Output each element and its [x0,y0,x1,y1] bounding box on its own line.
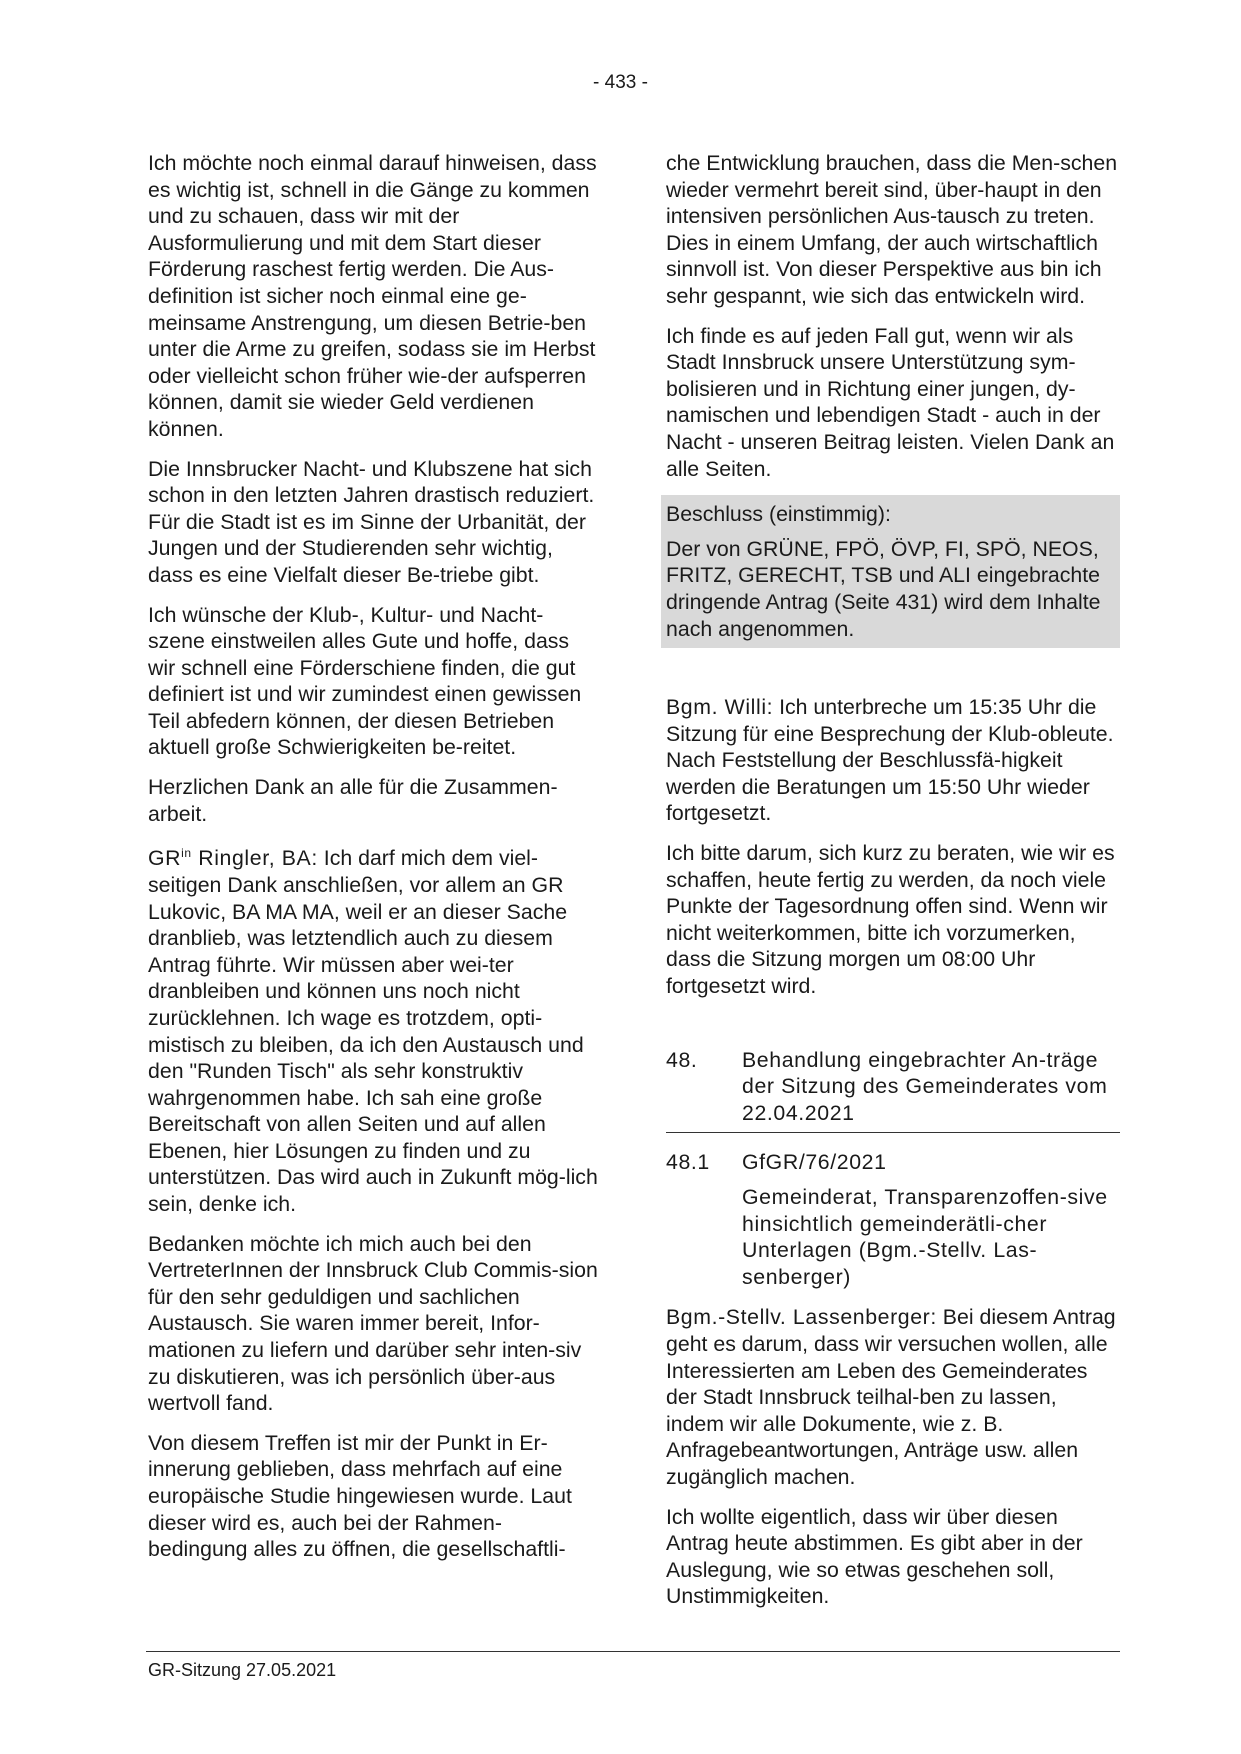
paragraph: Ich finde es auf jeden Fall gut, wenn wir als Stadt Innsbruck unsere Unterstützung sym-bolisieren und in Richtung einer jungen, dy-namischen und lebendigen Stadt - auch in der Nacht - unseren Beitrag leisten. Vielen Dank an alle Seiten. [666,323,1115,481]
paragraph: Ich wollte eigentlich, dass wir über diesen Antrag heute abstimmen. Es gibt aber in der Auslegung, wie so etwas geschehen soll, Unstimmigkeiten. [666,1504,1083,1609]
speech-text: Bei diesem Antrag geht es darum, dass wir versuchen wollen, alle Interessierten am Leben des Gemeinderates der Stadt Innsbruck teilhal-ben zu lassen, indem wir alle Dokumente, wie z. B. Anfragebeantwortungen, Anträge usw. allen zugänglich machen. [666,1305,1116,1489]
speaker-name: Bgm.-Stellv. Lassenberger: [666,1305,937,1330]
paragraph: Die Innsbrucker Nacht- und Klubszene hat sich schon in den letzten Jahren drastisch reduziert. Für die Stadt ist es im Sinne der Urbanität, der Jungen und der Studierenden sehr wichtig, dass es eine Vielfalt dieser Be-triebe gibt. [148,456,595,587]
speech-paragraph [148,840,600,1217]
agenda-sub-title: Gemeinderat, Transparenzoffen-sive hinsichtlich gemeinderätli-cher Unterlagen (Bgm.-Stellv. Las-senberger) [742,1185,1108,1289]
paragraph: Von diesem Treffen ist mir der Punkt in Er-innerung geblieben, dass mehrfach auf eine europäische Studie hingewiesen wurde. Laut dieser wird es, auch bei der Rahmen-bedingung alles zu öffnen, die gesellschaftli- [148,1430,572,1562]
agenda-item [666,1047,1120,1134]
speaker-name: Bgm. Willi: [666,695,774,720]
right-column [666,150,1120,1623]
decision-box [661,495,1120,648]
agenda-number: 48. [666,1047,698,1072]
speech-paragraph [666,1304,1120,1490]
footer-text: GR-Sitzung 27.05.2021 [148,1660,337,1680]
paragraph: Bedanken möchte ich mich auch bei den VertreterInnen der Innsbruck Club Commis-sion für den sehr geduldigen und sachlichen Austausch. Sie waren immer bereit, Infor-mationen zu liefern und darüber sehr inten-siv zu diskutieren, was ich persönlich über-aus wertvoll fand. [148,1231,598,1416]
paragraph: Herzlichen Dank an alle für die Zusammen-arbeit. [148,775,558,826]
speech-text: Ich unterbreche um 15:35 Uhr die Sitzung für eine Besprechung der Klub-obleute. Nach Feststellung der Beschlussfä-higkeit werden die Beratungen um 15:50 Uhr wieder fortgesetzt. [666,695,1114,826]
decision-title: Beschluss (einstimmig): [666,502,891,527]
paragraph: Ich wünsche der Klub-, Kultur- und Nacht-szene einstweilen alles Gute und hoffe, dass wir schnell eine Förderschiene finden, die gut definiert ist und wir zumindest einen gewissen Teil abfedern können, der diesen Betrieben aktuell große Schwierigkeiten be-reitet. [148,602,582,760]
footer-divider [146,1651,1120,1652]
agenda-subitem [666,1149,1120,1176]
agenda-sub-reference: GfGR/76/2021 [742,1150,887,1175]
decision-text: Der von GRÜNE, FPÖ, ÖVP, FI, SPÖ, NEOS, FRITZ, GERECHT, TSB und ALI eingebrachte dringende Antrag (Seite 431) wird dem Inhalte nach angenommen. [666,536,1101,641]
speaker-name: $GR^{in}$ Ringler, BA: [148,846,318,871]
paragraph: Ich bitte darum, sich kurz zu beraten, wie wir es schaffen, heute fertig zu werden, da noch viele Punkte der Tagesordnung offen sind. Wenn wir nicht weiterkommen, bitte ich vorzumerken, dass die Sitzung morgen um 08:00 Uhr fortgesetzt wird. [666,841,1115,999]
agenda-sub-number: 48.1 [666,1150,710,1175]
speech-text: Ich darf mich dem viel-seitigen Dank anschließen, vor allem an GR Lukovic, BA MA MA, weil er an dieser Sache dranblieb, was letztendlich auch zu diesem Antrag führte. Wir müssen aber wei-ter dranbleiben und können uns noch nicht zurücklehnen. Ich wage es trotzdem, opti-mistisch zu bleiben, da ich den Austausch und den "Runden Tisch" als sehr konstruktiv wahrgenommen habe. Ich sah eine große Bereitschaft von allen Seiten und auf allen Ebenen, hier Lösungen zu finden und zu unterstützen. Das wird auch in Zukunft mög-lich sein, denke ich. [148,846,598,1217]
speech-paragraph [666,694,1120,827]
page-number: - 433 - [593,72,648,93]
paragraph: che Entwicklung brauchen, dass die Men-schen wieder vermehrt bereit sind, über-haupt in den intensiven persönlichen Aus-tausch zu treten. Dies in einem Umfang, der auch wirtschaftlich sinnvoll ist. Von dieser Perspektive aus bin ich sehr gespannt, wie sich das entwickeln wird. [666,151,1118,308]
paragraph: Ich möchte noch einmal darauf hinweisen, dass es wichtig ist, schnell in die Gänge zu kommen und zu schauen, dass wir mit der Ausformulierung und mit dem Start dieser Förderung raschest fertig werden. Die Aus-definition ist sicher noch einmal eine ge-meinsame Anstrengung, um diesen Betrie-ben unter die Arme zu greifen, sodass sie im Herbst oder vielleicht schon früher wie-der aufsperren können, damit sie wieder Geld verdienen können. [148,151,597,441]
left-column [148,150,600,1576]
agenda-title: Behandlung eingebrachter An-träge der Sitzung des Gemeinderates vom 22.04.2021 [742,1047,1108,1125]
